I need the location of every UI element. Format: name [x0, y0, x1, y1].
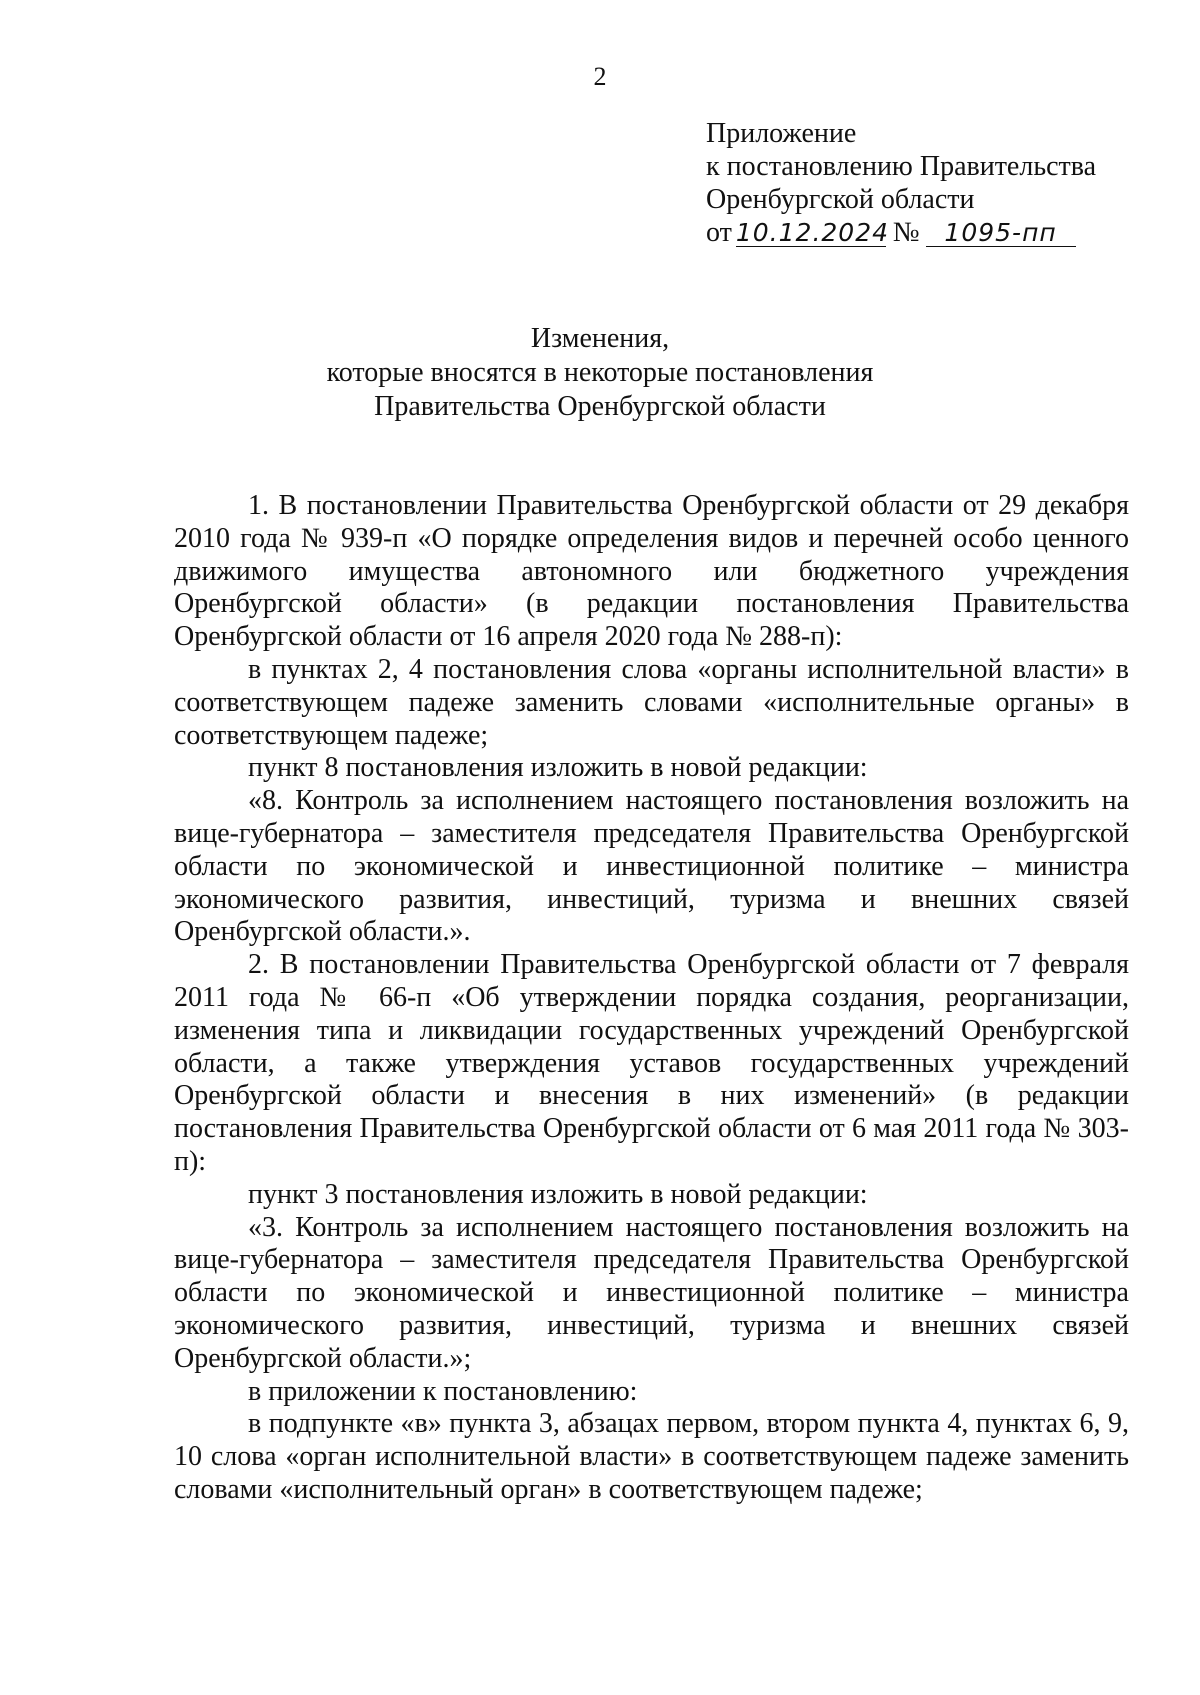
- paragraph-8: в приложении к постановлению:: [248, 1375, 638, 1407]
- heading-line-3: Правительства Оренбургской области: [374, 391, 826, 422]
- heading-line-1: Изменения,: [530, 323, 670, 354]
- paragraph-3: пункт 8 постановления изложить в новой редакции:: [248, 752, 868, 784]
- paragraph-2: в пунктах 2, 4 постановления слова «органы исполнительной власти» в соответствующем падеже заменить словами «исполнительные органы» в соответствующем падеже;: [174, 653, 1129, 751]
- paragraph-5: 2. В постановлении Правительства Оренбургской области от 7 февраля 2011 года № 66-п «Об утверждении порядка создания, реорганизации, изменения типа и ликвидации государственных учреждений Оренбургской области, а также утверждения уставов государственных учреждений Оренбургской области и внесения в них изменений» (в редакции постановления Правительства Оренбургской области от 6 мая 2011 года № 303-п):: [174, 949, 1129, 1177]
- appendix-title: Приложение: [706, 118, 857, 149]
- paragraph-6: пункт 3 постановления изложить в новой редакции:: [248, 1178, 868, 1210]
- heading-line-2: которые вносятся в некоторые постановления: [326, 357, 874, 388]
- paragraph-1: 1. В постановлении Правительства Оренбургской области от 29 декабря 2010 года № 939-п «О порядке определения видов и перечней особо ценного движимого имущества автономного или бюджетного учреждения Оренбургской области» (в редакции постановления Правительства Оренбургской области от 16 апреля 2020 года № 288-п):: [174, 490, 1129, 653]
- handwritten-date: 10.12.2024: [735, 218, 890, 247]
- date-prefix: от: [706, 217, 732, 248]
- document-body: [174, 490, 1129, 1507]
- number-prefix: №: [892, 217, 920, 248]
- document-heading: [0, 322, 1200, 424]
- appendix-block: [706, 117, 1146, 249]
- appendix-region: Оренбургской области: [706, 184, 975, 215]
- paragraph-4: «8. Контроль за исполнением настоящего постановления возложить на вице-губернатора – заместителя председателя Правительства Оренбургской области по экономической и инвестиционной политике – министра экономического развития, инвестиций, туризма и внешних связей Оренбургской области.».: [174, 785, 1129, 948]
- page-number: 2: [593, 62, 607, 91]
- handwritten-number: 1095-пп: [926, 220, 1076, 247]
- appendix-reference: к постановлению Правительства: [706, 151, 1097, 182]
- paragraph-9: в подпункте «в» пункта 3, абзацах первом, втором пункта 4, пунктах 6, 9, 10 слова «орган исполнительной власти» в соответствующем падеже заменить словами «исполнительный орган» в соответствующем падеже;: [174, 1408, 1129, 1505]
- paragraph-7: «3. Контроль за исполнением настоящего постановления возложить на вице-губернатора – заместителя председателя Правительства Оренбургской области по экономической и инвестиционной политике – министра экономического развития, инвестиций, туризма и внешних связей Оренбургской области.»;: [174, 1211, 1129, 1374]
- appendix-date-line: [706, 216, 1146, 249]
